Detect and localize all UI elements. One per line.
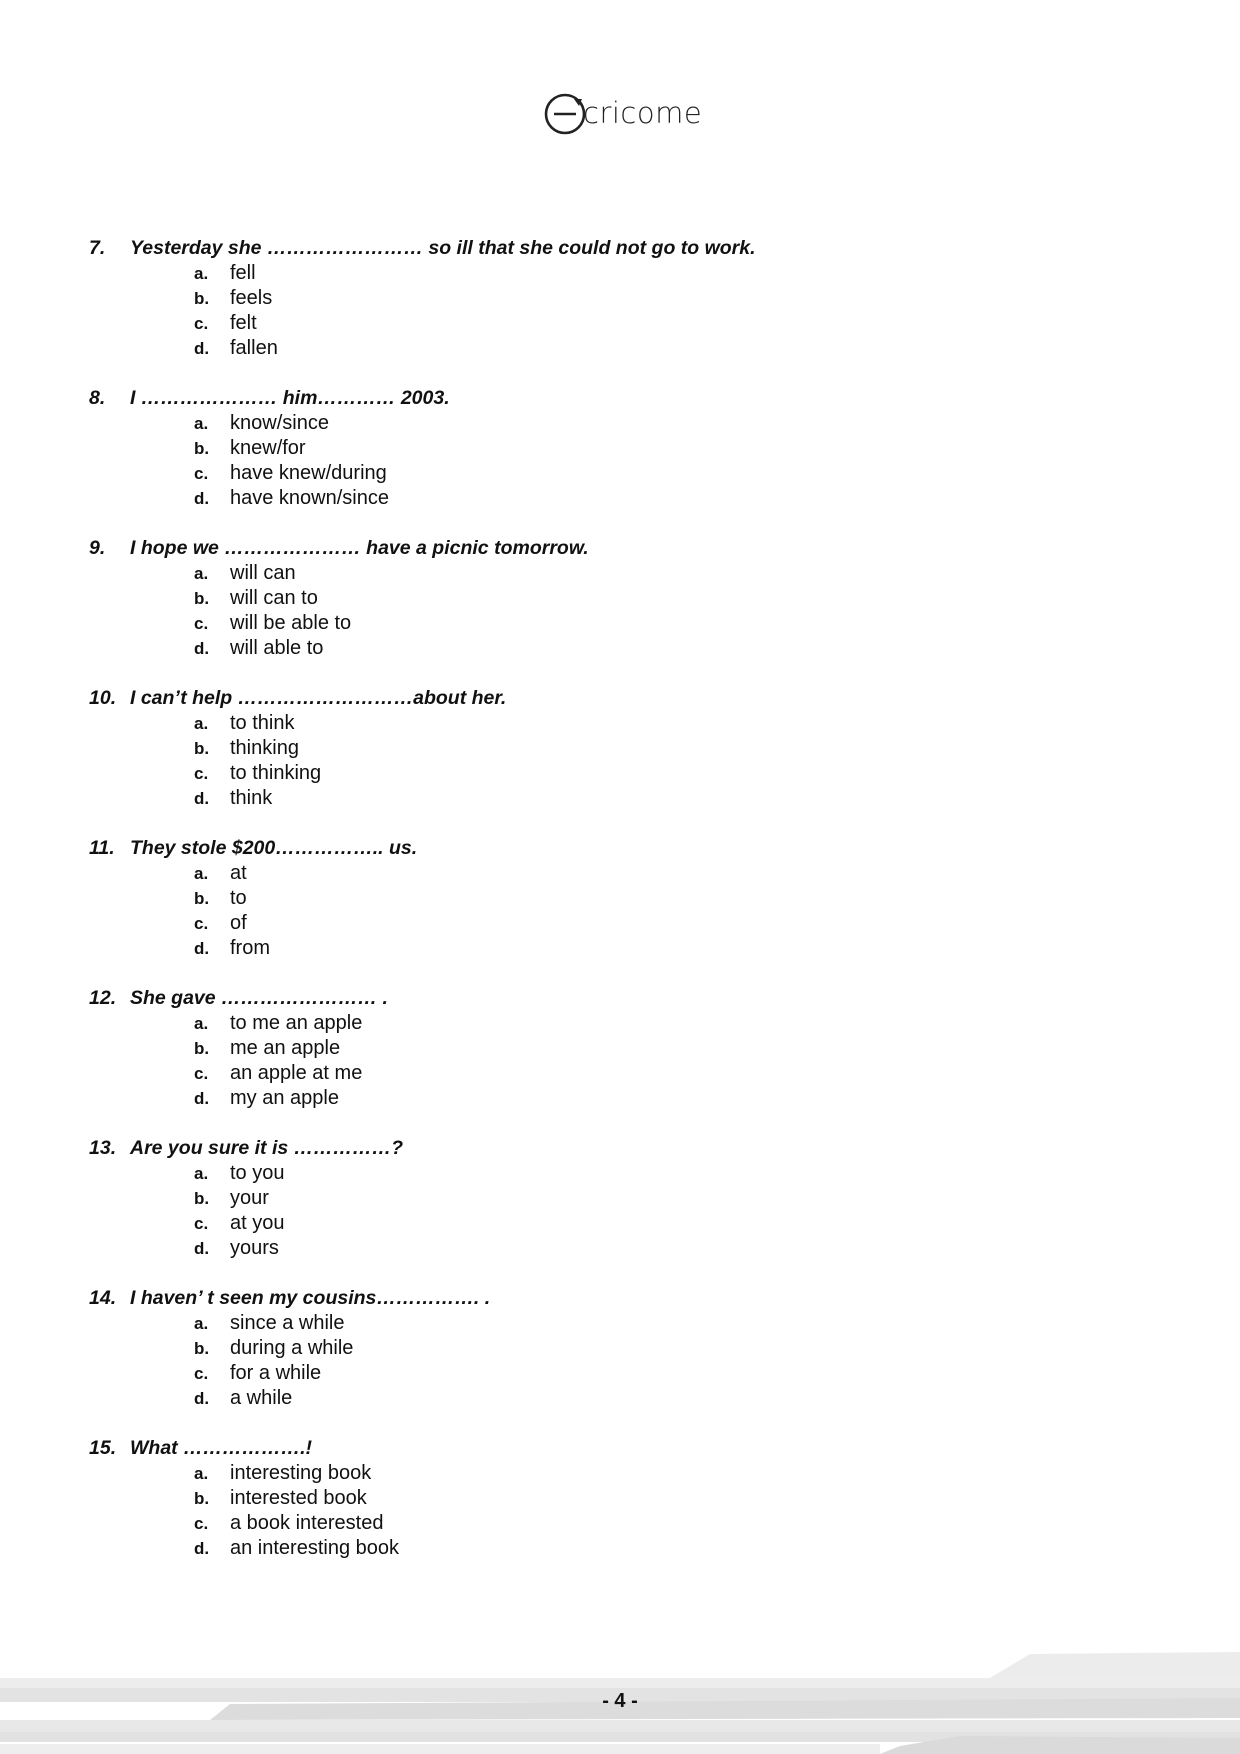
question-prompt bbox=[89, 236, 756, 261]
question-prompt bbox=[89, 1136, 403, 1161]
question-number: 9. bbox=[89, 537, 106, 559]
option-letter: c. bbox=[194, 764, 209, 783]
question-14 bbox=[0, 1286, 1240, 1436]
option-text: during a while bbox=[230, 1337, 354, 1359]
option-a bbox=[194, 411, 329, 436]
option-text: have knew/during bbox=[230, 462, 387, 484]
option-c bbox=[194, 311, 257, 336]
question-number: 12. bbox=[89, 987, 117, 1009]
option-letter: c. bbox=[194, 464, 209, 483]
option-c bbox=[194, 461, 387, 486]
question-15 bbox=[0, 1436, 1240, 1586]
option-text: to me an apple bbox=[230, 1012, 363, 1034]
option-b bbox=[194, 286, 272, 311]
option-letter: a. bbox=[194, 1014, 209, 1033]
option-letter: b. bbox=[194, 1489, 210, 1508]
question-10 bbox=[0, 686, 1240, 836]
option-letter: c. bbox=[194, 914, 209, 933]
option-c bbox=[194, 1211, 284, 1236]
question-prompt bbox=[89, 686, 506, 711]
question-text: I haven’ t seen my cousins……………. . bbox=[130, 1287, 491, 1309]
question-text: I hope we ………………… have a picnic tomorrow. bbox=[130, 537, 589, 559]
option-text: an interesting book bbox=[230, 1537, 400, 1559]
question-prompt bbox=[89, 986, 388, 1011]
option-letter: d. bbox=[194, 489, 210, 508]
option-text: fell bbox=[230, 262, 256, 284]
option-text: my an apple bbox=[230, 1087, 339, 1109]
option-text: since a while bbox=[230, 1312, 345, 1334]
option-text: to you bbox=[230, 1162, 285, 1184]
option-text: felt bbox=[230, 312, 257, 334]
option-b bbox=[194, 586, 318, 611]
option-letter: a. bbox=[194, 264, 209, 283]
option-text: of bbox=[230, 912, 247, 934]
option-d bbox=[194, 1386, 292, 1411]
option-text: think bbox=[230, 787, 273, 809]
question-number: 10. bbox=[89, 687, 117, 709]
option-letter: c. bbox=[194, 1064, 209, 1083]
option-letter: d. bbox=[194, 1089, 210, 1108]
option-text: knew/for bbox=[230, 437, 306, 459]
option-text: fallen bbox=[230, 337, 278, 359]
option-a bbox=[194, 1461, 371, 1486]
option-letter: b. bbox=[194, 439, 210, 458]
question-number: 15. bbox=[89, 1437, 117, 1459]
question-text: They stole $200…………….. us. bbox=[130, 837, 418, 859]
option-letter: b. bbox=[194, 589, 210, 608]
option-b bbox=[194, 736, 299, 761]
option-letter: d. bbox=[194, 1539, 210, 1558]
option-text: for a while bbox=[230, 1362, 322, 1384]
question-11 bbox=[0, 836, 1240, 986]
option-a bbox=[194, 1011, 362, 1036]
option-text: thinking bbox=[230, 737, 299, 759]
option-letter: a. bbox=[194, 864, 209, 883]
option-letter: c. bbox=[194, 1514, 209, 1533]
option-b bbox=[194, 1486, 367, 1511]
question-prompt bbox=[89, 1436, 312, 1461]
option-a bbox=[194, 261, 256, 286]
option-text: feels bbox=[230, 287, 273, 309]
option-text: yours bbox=[230, 1237, 279, 1259]
question-prompt bbox=[89, 836, 417, 861]
option-letter: b. bbox=[194, 889, 210, 908]
option-letter: b. bbox=[194, 739, 210, 758]
question-prompt bbox=[89, 1286, 490, 1311]
option-d bbox=[194, 336, 278, 361]
option-letter: d. bbox=[194, 639, 210, 658]
option-c bbox=[194, 1061, 362, 1086]
question-8 bbox=[0, 386, 1240, 536]
question-text: Yesterday she …………………… so ill that she could not go to work. bbox=[130, 237, 756, 259]
option-letter: c. bbox=[194, 314, 209, 333]
option-c bbox=[194, 1361, 321, 1386]
question-13 bbox=[0, 1136, 1240, 1286]
option-text: interesting book bbox=[230, 1462, 372, 1484]
option-letter: a. bbox=[194, 1164, 209, 1183]
option-text: interested book bbox=[230, 1487, 367, 1509]
option-b bbox=[194, 1186, 269, 1211]
question-list bbox=[0, 236, 1240, 1586]
option-text: at bbox=[230, 862, 247, 884]
option-text: will can to bbox=[230, 587, 318, 609]
option-text: know/since bbox=[230, 412, 329, 434]
question-text: She gave …………………… . bbox=[130, 987, 388, 1009]
question-9 bbox=[0, 536, 1240, 686]
question-prompt bbox=[89, 386, 450, 411]
option-letter: d. bbox=[194, 339, 210, 358]
option-text: your bbox=[230, 1187, 269, 1209]
option-a bbox=[194, 1161, 284, 1186]
option-text: a while bbox=[230, 1387, 293, 1409]
ecricome-e-logo-icon bbox=[544, 90, 588, 138]
option-text: have known/since bbox=[230, 487, 389, 509]
option-letter: b. bbox=[194, 1189, 210, 1208]
question-text: I ………………… him………… 2003. bbox=[130, 387, 450, 409]
question-number: 14. bbox=[89, 1287, 117, 1309]
option-d bbox=[194, 786, 272, 811]
option-b bbox=[194, 436, 306, 461]
question-number: 11. bbox=[89, 837, 115, 859]
option-letter: d. bbox=[194, 1389, 210, 1408]
option-a bbox=[194, 1311, 345, 1336]
question-number: 8. bbox=[89, 387, 106, 409]
option-letter: d. bbox=[194, 789, 210, 808]
option-d bbox=[194, 486, 389, 511]
option-text: at you bbox=[230, 1212, 285, 1234]
question-text: Are you sure it is ……………? bbox=[130, 1137, 404, 1159]
question-number: 13. bbox=[89, 1137, 117, 1159]
question-number: 7. bbox=[89, 237, 106, 259]
option-a bbox=[194, 561, 296, 586]
option-text: will be able to bbox=[230, 612, 352, 634]
option-text: will able to bbox=[230, 637, 324, 659]
question-12 bbox=[0, 986, 1240, 1136]
option-text: an apple at me bbox=[230, 1062, 363, 1084]
option-text: from bbox=[230, 937, 270, 959]
option-text: to thinking bbox=[230, 762, 322, 784]
option-b bbox=[194, 1336, 353, 1361]
option-letter: d. bbox=[194, 1239, 210, 1258]
option-letter: a. bbox=[194, 564, 209, 583]
option-d bbox=[194, 636, 323, 661]
option-b bbox=[194, 1036, 340, 1061]
option-letter: b. bbox=[194, 1339, 210, 1358]
option-a bbox=[194, 861, 247, 886]
option-letter: a. bbox=[194, 414, 209, 433]
option-d bbox=[194, 936, 270, 961]
option-text: me an apple bbox=[230, 1037, 341, 1059]
option-c bbox=[194, 911, 247, 936]
option-d bbox=[194, 1236, 279, 1261]
option-c bbox=[194, 1511, 383, 1536]
option-text: to bbox=[230, 887, 247, 909]
option-letter: a. bbox=[194, 1464, 209, 1483]
option-a bbox=[194, 711, 294, 736]
ecricome-logo bbox=[544, 86, 704, 142]
option-c bbox=[194, 761, 321, 786]
option-letter: a. bbox=[194, 714, 209, 733]
option-letter: c. bbox=[194, 614, 209, 633]
option-letter: c. bbox=[194, 1214, 209, 1233]
option-text: a book interested bbox=[230, 1512, 384, 1534]
logo-text: cricome bbox=[583, 96, 703, 130]
option-d bbox=[194, 1086, 339, 1111]
option-d bbox=[194, 1536, 399, 1561]
option-b bbox=[194, 886, 247, 911]
question-prompt bbox=[89, 536, 589, 561]
option-text: will can bbox=[230, 562, 296, 584]
option-letter: b. bbox=[194, 1039, 210, 1058]
question-text: What ……………….! bbox=[130, 1437, 312, 1459]
question-7 bbox=[0, 236, 1240, 386]
option-letter: a. bbox=[194, 1314, 209, 1333]
option-letter: d. bbox=[194, 939, 210, 958]
option-letter: b. bbox=[194, 289, 210, 308]
option-text: to think bbox=[230, 712, 295, 734]
question-text: I can’t help ………………………about her. bbox=[130, 687, 507, 709]
option-letter: c. bbox=[194, 1364, 209, 1383]
page-number: - 4 - bbox=[602, 1690, 638, 1712]
option-c bbox=[194, 611, 351, 636]
